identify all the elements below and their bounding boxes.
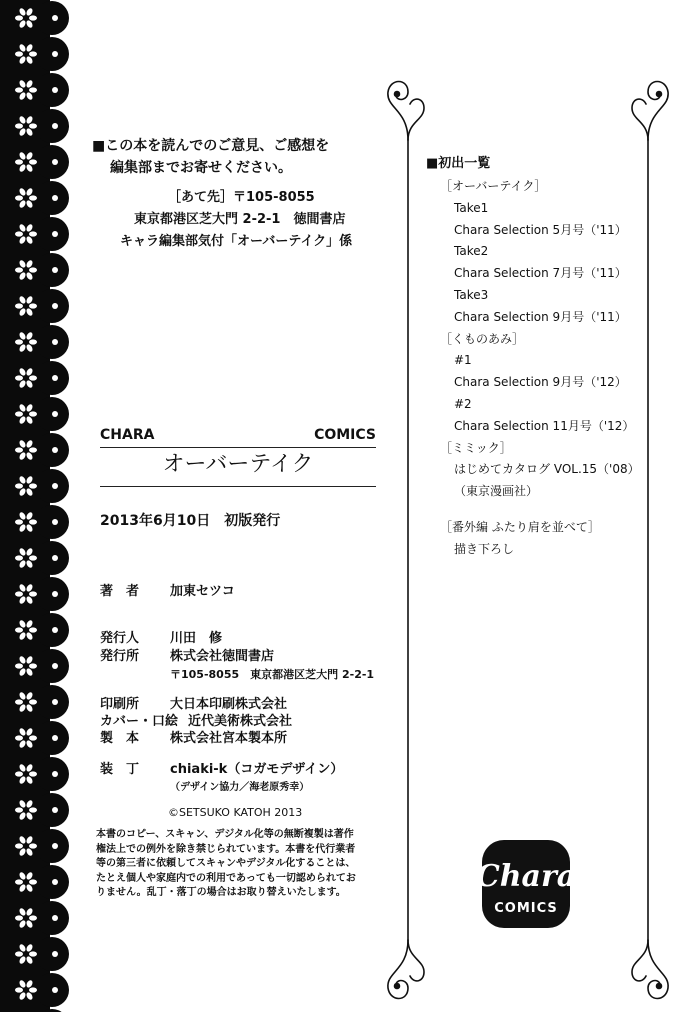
lace-petal-hole bbox=[15, 807, 23, 812]
entry-source: 描き下ろし bbox=[454, 541, 515, 556]
lace-dot-hole bbox=[52, 267, 58, 273]
publisher-name: 株式会社徳間書店 bbox=[170, 649, 275, 664]
lace-dot-hole bbox=[52, 807, 58, 813]
publisher-person-label: 発行人 bbox=[100, 631, 140, 646]
lace-dot-hole bbox=[52, 87, 58, 93]
lace-petal-hole bbox=[29, 231, 37, 236]
lace-petal-hole bbox=[29, 555, 37, 560]
lace-petal-hole bbox=[29, 15, 37, 20]
lace-border-decoration bbox=[0, 0, 78, 1012]
publication-date: 2013年6月10日 初版発行 bbox=[100, 513, 281, 529]
lace-dot-hole bbox=[52, 483, 58, 489]
lace-dot-hole bbox=[52, 411, 58, 417]
legal-notice-line: りません。乱丁・落丁の場合はお取り替えいたします。 bbox=[96, 887, 346, 898]
lace-petal-hole bbox=[15, 627, 23, 632]
logo-bottom-text: COMICS bbox=[494, 901, 558, 916]
lace-petal-hole bbox=[15, 87, 23, 92]
lace-petal-hole bbox=[15, 123, 23, 128]
entry-source: Chara Selection 9月号（'11） bbox=[454, 309, 627, 324]
lace-dot-hole bbox=[52, 519, 58, 525]
lace-dot-hole bbox=[52, 627, 58, 633]
lace-petal-hole bbox=[15, 771, 23, 776]
lace-dot-hole bbox=[52, 51, 58, 57]
logo-top-text: Chara bbox=[480, 859, 572, 894]
lace-petal-hole bbox=[15, 879, 23, 884]
lace-petal-hole bbox=[15, 699, 23, 704]
entry-series-header: ［オーバーテイク］ bbox=[440, 179, 547, 193]
lace-petal-hole bbox=[15, 663, 23, 668]
entry-source: はじめてカタログ VOL.15（'08） bbox=[454, 462, 640, 477]
lace-petal-hole bbox=[29, 951, 37, 956]
cover-name: 近代美術株式会社 bbox=[188, 714, 293, 729]
lace-dot-hole bbox=[52, 231, 58, 237]
book-title: オーバーテイク bbox=[162, 452, 314, 477]
lace-petal-hole bbox=[29, 267, 37, 272]
chara-comics-logo bbox=[480, 838, 572, 930]
entry-chapter: #2 bbox=[454, 396, 472, 411]
lace-petal-hole bbox=[15, 735, 23, 740]
publisher-person-row bbox=[100, 631, 222, 647]
lace-petal-hole bbox=[29, 195, 37, 200]
address-line2: 東京都港区芝大門 2-2-1 徳間書店 bbox=[134, 212, 346, 227]
entry-chapter: Take2 bbox=[454, 244, 489, 259]
lace-dot-hole bbox=[52, 303, 58, 309]
design-name: chiaki-k（コガモデザイン） bbox=[170, 762, 344, 777]
publisher-person-name: 川田 修 bbox=[170, 631, 223, 646]
lace-dot-hole bbox=[52, 699, 58, 705]
lace-dot-hole bbox=[52, 195, 58, 201]
printer-label: 印刷所 bbox=[100, 697, 140, 712]
entry-source: Chara Selection 11月号（'12） bbox=[454, 418, 635, 433]
lace-petal-hole bbox=[15, 303, 23, 308]
feedback-heading-line1: ■この本を読んでのご意見、ご感想を bbox=[92, 138, 330, 154]
binding-label: 製 本 bbox=[100, 731, 140, 746]
entry-chapter: Take1 bbox=[454, 200, 489, 215]
cover-label: カバー・口絵 bbox=[100, 714, 179, 729]
lace-petal-hole bbox=[29, 483, 37, 488]
title-rule-bottom bbox=[100, 486, 376, 487]
lace-petal-hole bbox=[15, 843, 23, 848]
lace-dot-hole bbox=[52, 591, 58, 597]
lace-dot-hole bbox=[52, 843, 58, 849]
lace-petal-hole bbox=[29, 159, 37, 164]
lace-petal-hole bbox=[29, 915, 37, 920]
author-label: 著 者 bbox=[100, 584, 140, 599]
lace-petal-hole bbox=[29, 843, 37, 848]
lace-petal-hole bbox=[15, 915, 23, 920]
lace-petal-hole bbox=[29, 771, 37, 776]
lace-dot-hole bbox=[52, 123, 58, 129]
address-line3: キャラ編集部気付「オーバーテイク」係 bbox=[120, 234, 353, 249]
printer-name: 大日本印刷株式会社 bbox=[170, 697, 288, 712]
lace-dot-hole bbox=[52, 915, 58, 921]
lace-petal-hole bbox=[29, 51, 37, 56]
lace-petal-hole bbox=[15, 231, 23, 236]
lace-petal-hole bbox=[29, 411, 37, 416]
lace-petal-hole bbox=[15, 267, 23, 272]
lace-petal-hole bbox=[15, 195, 23, 200]
printer-row bbox=[100, 697, 287, 713]
design-note: （デザイン協力／海老原秀幸） bbox=[170, 782, 310, 793]
cover-row bbox=[100, 714, 292, 730]
legal-notice-line: 本書のコピー、スキャン、デジタル化等の無断複製は著作 bbox=[96, 829, 354, 840]
lace-petal-hole bbox=[15, 591, 23, 596]
lace-dot-hole bbox=[52, 951, 58, 957]
lace-dot-hole bbox=[52, 879, 58, 885]
design-row bbox=[100, 762, 343, 778]
legal-notice-line: たとえ個人や家庭内での利用であっても一切認められてお bbox=[96, 872, 356, 884]
lace-dot-hole bbox=[52, 375, 58, 381]
lace-petal-hole bbox=[29, 123, 37, 128]
entry-series-header: ［ミミック］ bbox=[440, 440, 512, 455]
publisher-address: 〒105-8055 東京都港区芝大門 2-2-1 bbox=[170, 668, 375, 681]
lace-petal-hole bbox=[15, 15, 23, 20]
lace-petal-hole bbox=[15, 375, 23, 380]
binding-row bbox=[100, 731, 287, 747]
author-row bbox=[100, 584, 235, 600]
legal-notice-line: 権法上での例外を除き禁じられています。本書を代行業者 bbox=[96, 843, 356, 855]
lace-dot-hole bbox=[52, 987, 58, 993]
lace-petal-hole bbox=[29, 627, 37, 632]
lace-petal-hole bbox=[15, 519, 23, 524]
publisher-row bbox=[100, 649, 274, 665]
lace-petal-hole bbox=[29, 879, 37, 884]
design-label: 装 丁 bbox=[100, 762, 140, 777]
lace-dot-hole bbox=[52, 555, 58, 561]
lace-dot-hole bbox=[52, 663, 58, 669]
lace-petal-hole bbox=[29, 447, 37, 452]
binding-name: 株式会社宮本製本所 bbox=[170, 731, 288, 746]
lace-petal-hole bbox=[29, 519, 37, 524]
lace-petal-hole bbox=[15, 555, 23, 560]
lace-petal-hole bbox=[29, 663, 37, 668]
lace-petal-hole bbox=[29, 807, 37, 812]
lace-petal-hole bbox=[29, 303, 37, 308]
lace-petal-hole bbox=[29, 699, 37, 704]
lace-petal-hole bbox=[15, 987, 23, 992]
entry-series-header: ［番外編 ふたり肩を並べて］ bbox=[440, 519, 600, 534]
first-appearance-list bbox=[440, 176, 640, 561]
legal-notice bbox=[96, 828, 356, 901]
author-name: 加東セツコ bbox=[170, 584, 235, 599]
lace-petal-hole bbox=[15, 339, 23, 344]
lace-petal-hole bbox=[29, 591, 37, 596]
series-label: CHARA COMICS bbox=[100, 427, 376, 443]
lace-petal-hole bbox=[29, 87, 37, 92]
legal-notice-line: 等の第三者に依頼してスキャンやデジタル化することは、 bbox=[96, 858, 356, 869]
title-rule-top bbox=[100, 447, 376, 448]
entry-source: （東京漫画社） bbox=[454, 484, 539, 499]
logo-badge bbox=[480, 838, 572, 930]
lace-petal-hole bbox=[15, 51, 23, 56]
lace-petal-hole bbox=[29, 735, 37, 740]
entry-series-header: ［くものあみ］ bbox=[440, 331, 525, 346]
lace-petal-hole bbox=[29, 987, 37, 992]
lace-petal-hole bbox=[15, 411, 23, 416]
entry-source: Chara Selection 9月号（'12） bbox=[454, 375, 627, 390]
entry-chapter: Take3 bbox=[454, 287, 489, 302]
entry-chapter: #1 bbox=[454, 353, 472, 368]
publisher-label: 発行所 bbox=[100, 649, 140, 664]
entry-source: Chara Selection 7月号（'11） bbox=[454, 266, 627, 281]
lace-dot-hole bbox=[52, 339, 58, 345]
list-spacer bbox=[440, 503, 640, 517]
lace-petal-hole bbox=[15, 447, 23, 452]
lace-dot-hole bbox=[52, 447, 58, 453]
lace-dot-hole bbox=[52, 735, 58, 741]
lace-petal-hole bbox=[29, 375, 37, 380]
lace-petal-hole bbox=[15, 483, 23, 488]
lace-petal-hole bbox=[29, 339, 37, 344]
lace-dot-hole bbox=[52, 15, 58, 21]
first-appearance-heading: ■初出一覧 bbox=[426, 156, 491, 171]
lace-petal-hole bbox=[15, 951, 23, 956]
lace-dot-hole bbox=[52, 159, 58, 165]
lace-dot-hole bbox=[52, 771, 58, 777]
address-line1: ［あて先］〒105-8055 bbox=[168, 190, 315, 205]
copyright: ©SETSUKO KATOH 2013 bbox=[168, 806, 303, 819]
feedback-heading-line2: 編集部までお寄せください。 bbox=[110, 160, 292, 176]
entry-source: Chara Selection 5月号（'11） bbox=[454, 222, 627, 237]
lace-petal-hole bbox=[15, 159, 23, 164]
